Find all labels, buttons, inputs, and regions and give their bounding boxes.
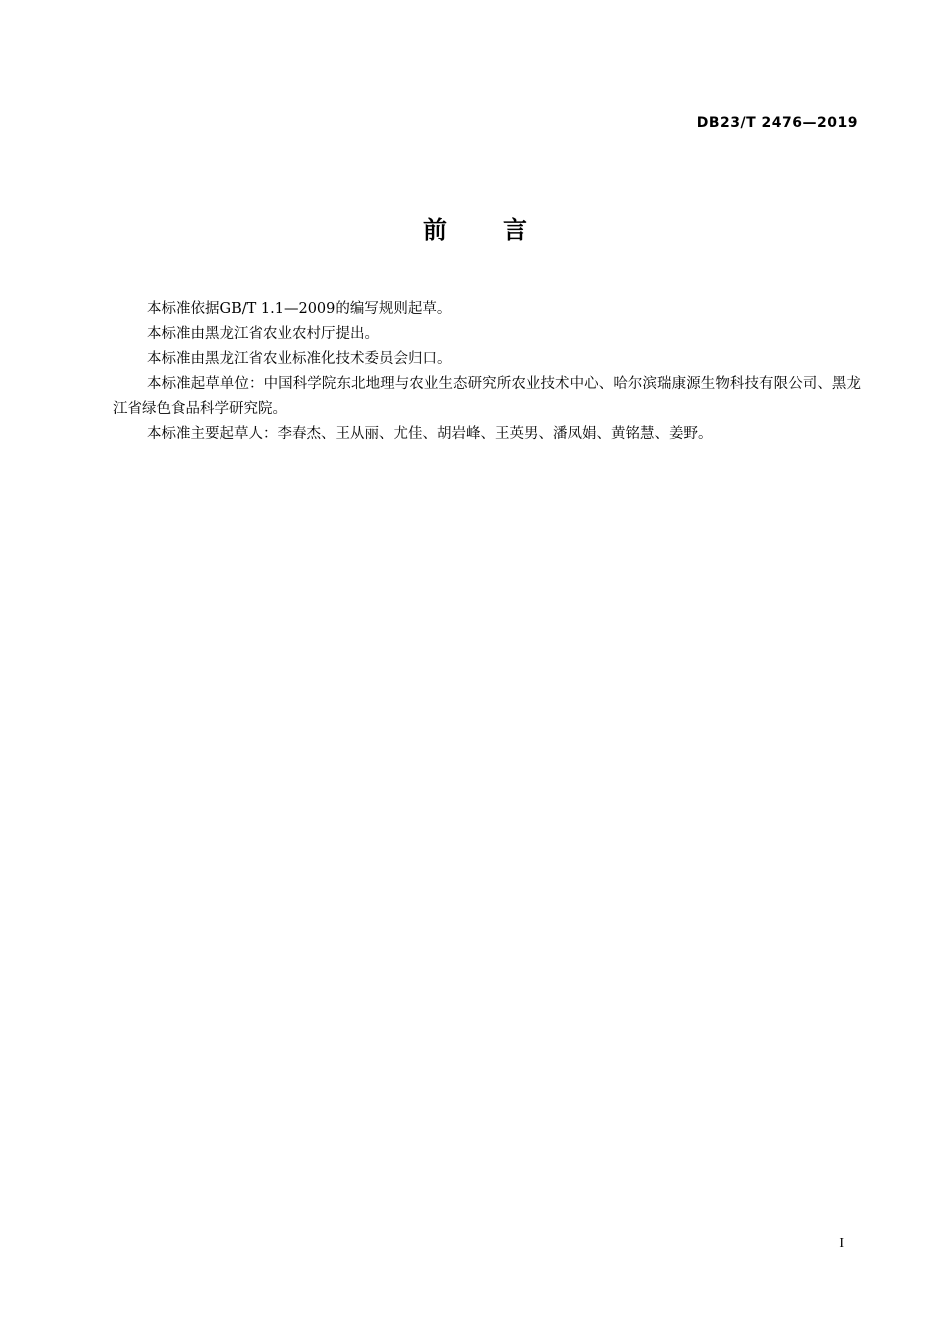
title-char-2: 言 [503,216,527,244]
standard-code: DB23/T 2476—2019 [696,115,858,131]
title-char-1: 前 [423,216,447,244]
paragraph-drafting-rules: 本标准依据GB/T 1.1—2009的编写规则起草。 [147,301,452,317]
paragraph-drafting-units: 本标准起草单位：中国科学院东北地理与农业生态研究所农业技术中心、哈尔滨瑞康源生物科技有限公司、黑龙江省绿色食品科学研究院。 [113,376,861,417]
paragraph-drafters: 本标准主要起草人：李春杰、王从丽、尤佳、胡岩峰、王英男、潘凤娟、黄铭慧、姜野。 [147,426,713,442]
page-title [0,210,950,245]
foreword-body [113,297,861,447]
paragraph-proposer: 本标准由黑龙江省农业农村厅提出。 [147,326,379,342]
paragraph-administrator: 本标准由黑龙江省农业标准化技术委员会归口。 [147,351,452,367]
page-number: I [839,1236,844,1251]
